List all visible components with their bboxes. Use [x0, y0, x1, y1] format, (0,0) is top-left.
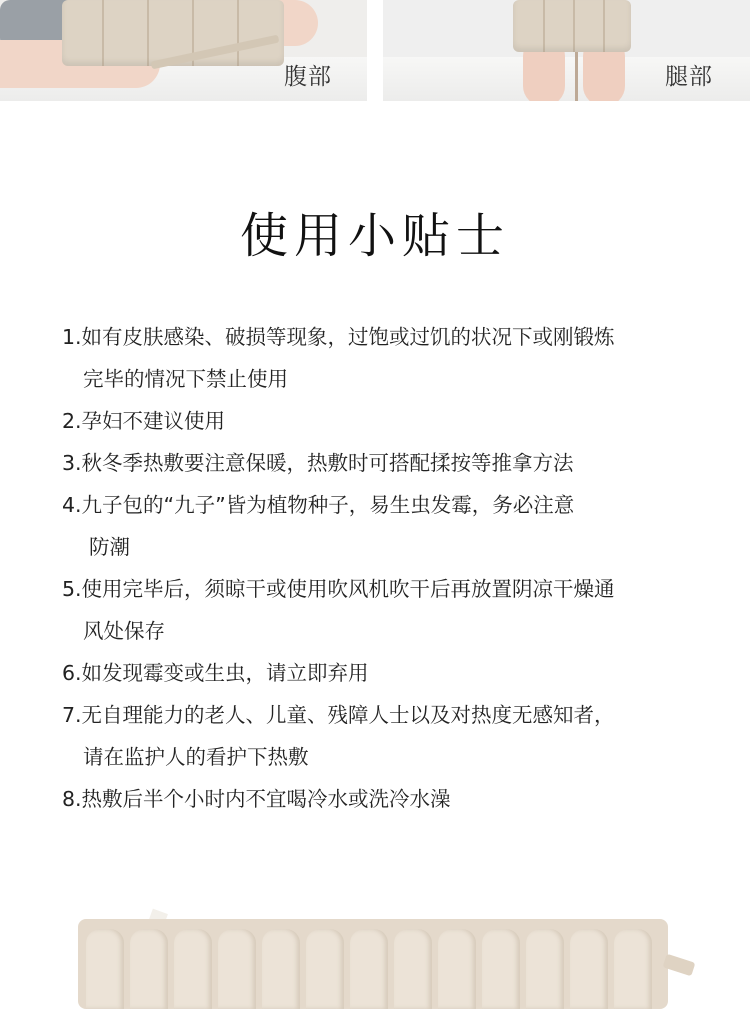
tip-item: [62, 778, 722, 820]
tip-text: 7.无自理能力的老人、儿童、残障人士以及对热度无感知者，: [62, 703, 615, 727]
tip-text-continued: 防潮: [89, 535, 130, 559]
tip-item: [62, 484, 722, 568]
herbal-pack-product: [78, 919, 668, 1009]
tip-text: 3.秋冬季热敷要注意保暖，热敷时可搭配揉按等推拿方法: [62, 451, 574, 475]
tip-text: 2.孕妇不建议使用: [62, 409, 226, 433]
tips-list: [62, 316, 722, 820]
tip-text: 5.使用完毕后，须晾干或使用吹风机吹干后再放置阴凉干燥通: [62, 577, 615, 601]
tip-text: 8.热敷后半个小时内不宜喝冷水或洗冷水澡: [62, 787, 451, 811]
tip-item: [62, 652, 722, 694]
tip-text: 4.九子包的“九子”皆为植物种子，易生虫发霉，务必注意: [62, 493, 575, 517]
legs-photo: [383, 0, 750, 101]
tip-text-continued: 完毕的情况下禁止使用: [83, 367, 288, 391]
tip-item: [62, 400, 722, 442]
herbal-pack-photo: [513, 0, 631, 52]
tip-item: [62, 568, 722, 652]
tip-text: 1.如有皮肤感染、破损等现象，过饱或过饥的状况下或刚锻炼: [62, 325, 615, 349]
cord: [575, 52, 578, 101]
tip-item: [62, 316, 722, 400]
tip-text-continued: 请在监护人的看护下热敷: [83, 745, 309, 769]
tip-item: [62, 442, 722, 484]
photo-label-legs: 腿部: [665, 64, 713, 90]
photo-label-abdomen: 腹部: [284, 64, 332, 90]
tips-title: 使用小贴士: [239, 208, 510, 264]
tip-text: 6.如发现霉变或生虫，请立即弃用: [62, 661, 369, 685]
abdomen-photo: [0, 0, 367, 101]
tip-text-continued: 风处保存: [83, 619, 165, 643]
tip-item: [62, 694, 722, 778]
